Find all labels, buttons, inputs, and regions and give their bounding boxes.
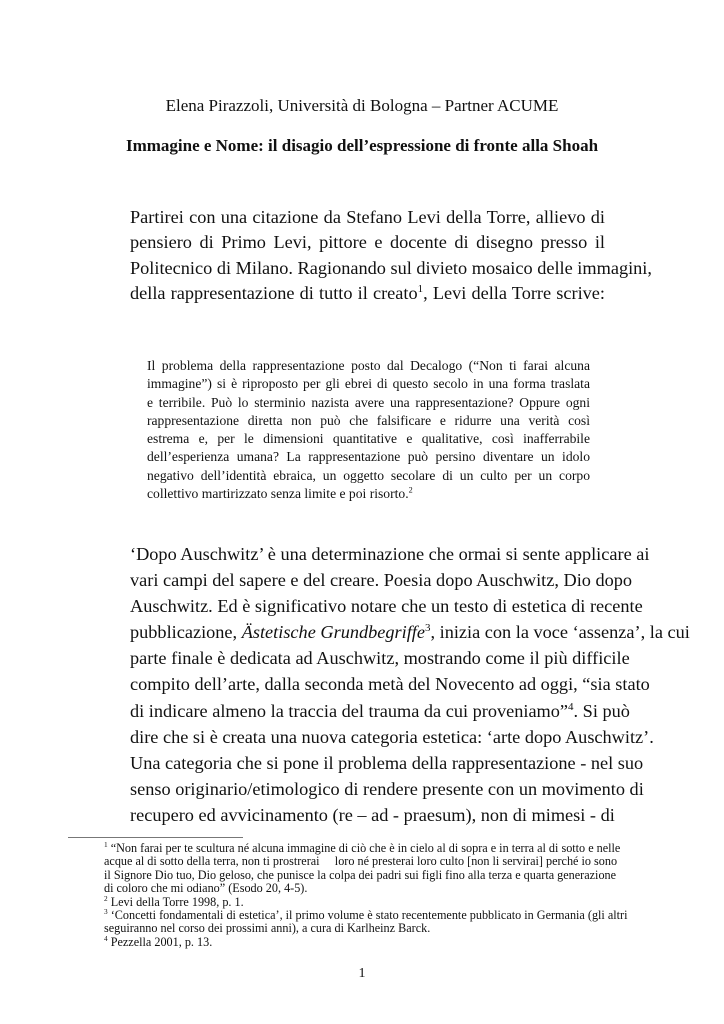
text-line: pensiero di Primo Levi, pittore e docente di disegno presso il bbox=[130, 232, 605, 253]
text-line bbox=[130, 619, 690, 645]
text: “Non farai per te scultura né alcuna immagine di ciò che è in cielo al di sopra e in terra al di sotto e nelle bbox=[110, 841, 621, 855]
text-line: ‘Dopo Auschwitz’ è una determinazione che ormai si sente applicare ai bbox=[130, 544, 650, 564]
text: della rappresentazione di tutto il creato bbox=[130, 282, 418, 303]
text: , inizia con la voce ‘assenza’, la cui bbox=[430, 622, 690, 643]
text-line: vari campi del sapere e del creare. Poesia dopo Auschwitz, Dio dopo bbox=[130, 570, 633, 591]
footnote-3 bbox=[104, 906, 628, 923]
text: Pezzella 2001, p. 13. bbox=[110, 934, 213, 949]
author-line: Elena Pirazzoli, Università di Bologna – Partner ACUME bbox=[165, 96, 559, 115]
footnote-line: seguiranno nel corso dei prossimi anni), a cura di Karlheinz Barck. bbox=[104, 921, 431, 936]
quote-line: e terribile. Può lo sterminio nazista avere una rappresentazione? Oppure ogni bbox=[147, 394, 590, 410]
footnote-separator bbox=[68, 837, 243, 838]
text: collettivo martirizzato senza limite e poi risorto. bbox=[147, 486, 409, 502]
quote-line: immagine”) si è riproposto per gli ebrei di questo secolo in una forma traslata bbox=[147, 376, 590, 392]
footnote-ref-1[interactable]: 1 bbox=[417, 282, 424, 295]
text-line: Politecnico di Milano. Ragionando sul divieto mosaico delle immagini, bbox=[130, 257, 652, 278]
footnote-line: di coloro che mi odiano” (Esodo 20, 4-5). bbox=[104, 881, 308, 896]
block-quote bbox=[147, 357, 590, 503]
text-line: Una categoria che si pone il problema della rappresentazione - nel suo bbox=[130, 752, 644, 773]
footnotes bbox=[104, 839, 628, 949]
text: . Si può bbox=[573, 700, 630, 721]
text-line: parte finale è dedicata ad Auschwitz, mostrando come il più difficile bbox=[130, 648, 630, 669]
text-line: dire che si è creata una nuova categoria estetica: ‘arte dopo Auschwitz’. bbox=[130, 726, 654, 747]
footnote-number: 2 bbox=[104, 893, 108, 903]
text-line: recupero ed avvicinamento (re – ad - praesum), non di mimesi - di bbox=[130, 804, 615, 825]
footnote-line: acque al di sotto della terra, non ti prostrerai loro né presterai loro culto [non li servirai] perché io sono bbox=[104, 854, 618, 869]
text: di indicare almeno la traccia del trauma da cui proveniamo” bbox=[130, 700, 569, 721]
paragraph-2 bbox=[130, 541, 690, 828]
text: Levi della Torre 1998, p. 1. bbox=[110, 894, 244, 909]
footnote-number: 3 bbox=[104, 906, 108, 916]
footnote-ref-3[interactable]: 3 bbox=[424, 622, 431, 635]
footnote-4 bbox=[104, 933, 620, 949]
quote-line: Il problema della rappresentazione posto dal Decalogo (“Non ti farai alcuna bbox=[147, 358, 590, 373]
text-line: senso originario/etimologico di rendere presente con un movimento di bbox=[130, 778, 644, 799]
text: pubblicazione, bbox=[130, 622, 242, 643]
footnote-1 bbox=[104, 839, 621, 855]
text: ‘Concetti fondamentali di estetica’, il primo volume è stato recentemente pubblicato in Germania (gli altri bbox=[110, 908, 628, 923]
quote-line: estrema e, per le dimensioni quantitative e qualitative, così inafferrabile bbox=[147, 431, 590, 447]
page-number: 1 bbox=[358, 966, 366, 981]
paragraph-1 bbox=[130, 205, 652, 306]
text-line bbox=[130, 281, 605, 306]
text-line: compito dell’arte, dalla seconda metà del Novecento ad oggi, “sia stato bbox=[130, 674, 650, 695]
footnote-ref-4[interactable]: 4 bbox=[568, 700, 574, 713]
footnote-number: 1 bbox=[104, 839, 108, 849]
text: , Levi della Torre scrive: bbox=[423, 282, 605, 303]
text-line: Auschwitz. Ed è significativo notare che un testo di estetica di recente bbox=[130, 596, 643, 617]
quote-line: negativo dell’identità ebraica, un oggetto secolare di un culto per un corpo bbox=[147, 467, 590, 483]
document-title: Immagine e Nome: il disagio dell’espressione di fronte alla Shoah bbox=[125, 136, 599, 155]
quote-line bbox=[147, 485, 590, 503]
footnote-ref-2[interactable]: 2 bbox=[408, 485, 413, 495]
book-title: Ästetische Grundbegriffe bbox=[241, 622, 425, 643]
footnote-line: il Signore Dio tuo, Dio geloso, che punisce la colpa dei padri sui figli fino alla terza e quarta generazione bbox=[104, 867, 617, 882]
quote-line: rappresentazione diretta non può che falsificare e ridurre una verità così bbox=[147, 412, 590, 428]
text-line: Partirei con una citazione da Stefano Levi della Torre, allievo di bbox=[130, 207, 605, 227]
text-line bbox=[130, 698, 630, 724]
quote-line: dell’esperienza umana? La rappresentazione può persino diventare un idolo bbox=[147, 449, 590, 465]
footnote-number: 4 bbox=[104, 933, 108, 943]
